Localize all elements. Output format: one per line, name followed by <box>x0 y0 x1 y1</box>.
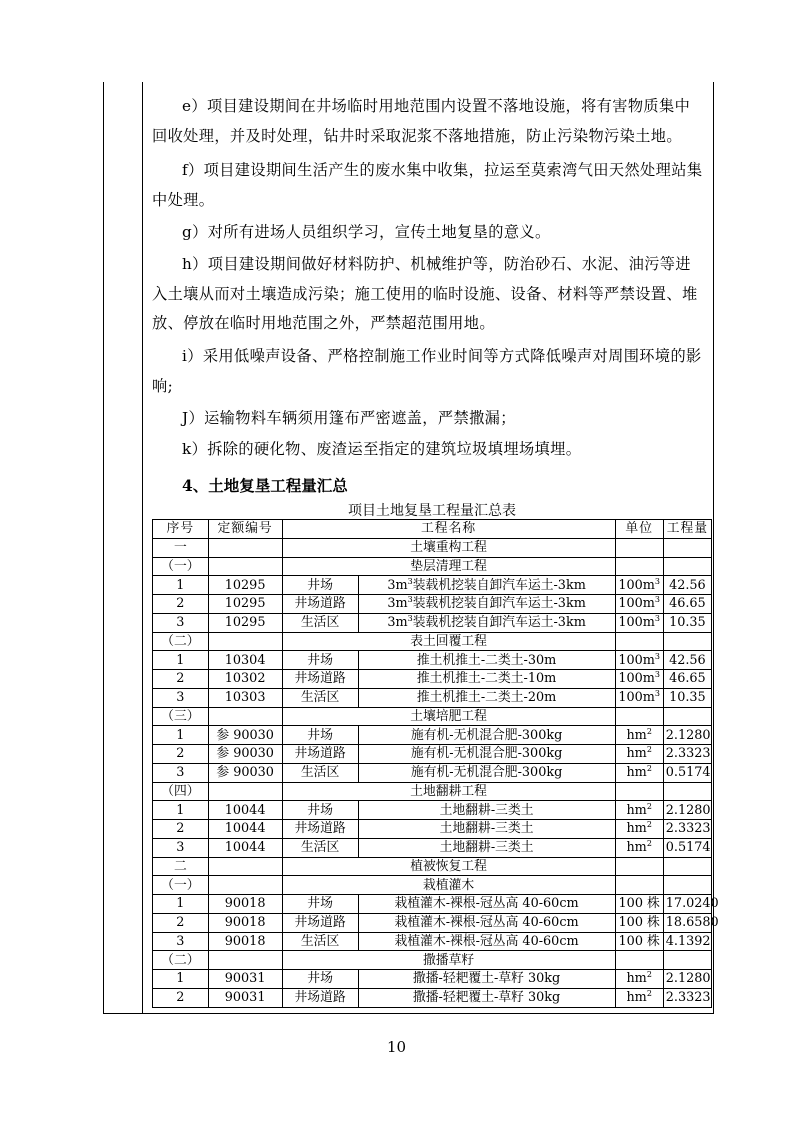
row-code <box>208 782 282 801</box>
row-work-name <box>358 763 615 782</box>
row-code <box>208 857 282 876</box>
item-row <box>153 726 712 745</box>
row-work-name <box>358 613 615 632</box>
paragraph-f: f）项目建设期间生活产生的废水集中收集，拉运至莫索湾气田天然处理站集中处理。 <box>152 161 703 209</box>
header-unit: 单位 <box>615 520 663 539</box>
row-code: 90018 <box>208 932 282 951</box>
row-qty: 42.56 <box>663 651 711 670</box>
row-title: 土壤培肥工程 <box>282 707 615 726</box>
unit-exponent: 2 <box>646 820 652 830</box>
row-unit <box>615 763 663 782</box>
row-site: 井场 <box>282 576 358 595</box>
unit-exponent: 3 <box>654 614 661 624</box>
unit-text: 100m <box>618 690 655 706</box>
item-row <box>153 763 712 782</box>
row-site: 井场道路 <box>282 988 358 1007</box>
row-work-name <box>358 913 615 932</box>
row-work-name <box>358 726 615 745</box>
row-work-name <box>358 820 615 839</box>
row-qty <box>663 782 711 801</box>
header-seq: 序号 <box>153 520 209 539</box>
unit-text: hm <box>626 971 647 987</box>
unit-text: 100 株 <box>618 896 660 912</box>
row-code: 90031 <box>208 988 282 1007</box>
header-qty: 工程量 <box>663 520 711 539</box>
row-title: 土地翻耕工程 <box>282 782 615 801</box>
row-unit <box>615 538 663 557</box>
row-code: 10044 <box>208 838 282 857</box>
row-work-name <box>358 988 615 1007</box>
item-row <box>153 651 712 670</box>
row-work-name <box>358 932 615 951</box>
row-unit <box>615 970 663 989</box>
row-code <box>208 951 282 970</box>
item-row <box>153 913 712 932</box>
row-work-name <box>358 970 615 989</box>
row-unit <box>615 876 663 895</box>
row-unit <box>615 801 663 820</box>
work-name-text: 撒播-轻耙覆土-草籽 30kg <box>412 971 561 987</box>
unit-text: hm <box>626 821 647 837</box>
work-name-tail: 装载机挖装自卸汽车运土-3km <box>412 615 586 631</box>
row-seq: 1 <box>153 576 209 595</box>
row-qty <box>663 632 711 651</box>
unit-exponent: 3 <box>654 651 661 661</box>
work-name-text: 栽植灌木-裸根-冠丛高 40-60cm <box>394 915 579 931</box>
row-seq: 1 <box>153 651 209 670</box>
unit-exponent: 2 <box>646 726 652 736</box>
row-unit <box>615 726 663 745</box>
unit-text: hm <box>626 840 647 856</box>
table-body <box>153 538 719 1007</box>
row-site: 井场 <box>282 801 358 820</box>
row-code: 10303 <box>208 688 282 707</box>
row-qty: 0.5174 <box>663 838 711 857</box>
row-qty: 46.65 <box>663 670 711 689</box>
header-name: 工程名称 <box>282 520 615 539</box>
work-name-text: 栽植灌木-裸根-冠丛高 40-60cm <box>394 896 579 912</box>
unit-text: hm <box>626 746 647 762</box>
row-seq: 二 <box>153 857 209 876</box>
reclamation-works-table <box>152 519 719 1008</box>
row-code: 10295 <box>208 613 282 632</box>
row-work-name <box>358 670 615 689</box>
row-site: 生活区 <box>282 838 358 857</box>
row-seq: 2 <box>153 820 209 839</box>
paragraph-j: J）运输物料车辆须用篷布严密遮盖，严禁撒漏； <box>182 409 516 427</box>
row-qty: 2.3323 <box>663 988 711 1007</box>
row-code: 参 90030 <box>208 745 282 764</box>
row-work-name <box>358 576 615 595</box>
row-code <box>208 538 282 557</box>
work-name-text: 施有机-无机混合肥-300kg <box>410 727 563 743</box>
row-work-name <box>358 838 615 857</box>
row-seq: 3 <box>153 763 209 782</box>
table-caption: 项目土地复垦工程量汇总表 <box>348 503 516 519</box>
item-row <box>153 745 712 764</box>
item-row <box>153 688 712 707</box>
row-code <box>208 632 282 651</box>
paragraph-k: k）拆除的硬化物、废渣运至指定的建筑垃圾填埋场填埋。 <box>182 440 582 458</box>
group-row <box>153 876 712 895</box>
work-name-text: 土地翻耕-三类土 <box>439 821 534 837</box>
work-name-text: 推土机推土-二类土-20m <box>416 690 557 706</box>
row-qty <box>663 876 711 895</box>
row-site: 井场 <box>282 895 358 914</box>
row-site: 生活区 <box>282 763 358 782</box>
work-name-text: 施有机-无机混合肥-300kg <box>410 765 563 781</box>
row-code: 10295 <box>208 576 282 595</box>
row-seq: 3 <box>153 932 209 951</box>
row-seq: （二） <box>153 632 209 651</box>
unit-text: 100m <box>618 615 655 631</box>
row-site: 生活区 <box>282 932 358 951</box>
unit-text: hm <box>626 802 647 818</box>
row-code <box>208 707 282 726</box>
work-name-text: 推土机推土-二类土-30m <box>416 652 557 668</box>
item-row <box>153 670 712 689</box>
row-qty: 2.1280 <box>663 726 711 745</box>
row-unit <box>615 932 663 951</box>
work-name-text: 土地翻耕-三类土 <box>439 802 534 818</box>
unit-text: 100m <box>618 596 655 612</box>
row-unit <box>615 613 663 632</box>
page-number: 10 <box>386 1038 407 1056</box>
row-seq: （二） <box>153 951 209 970</box>
row-seq: 2 <box>153 745 209 764</box>
row-qty <box>663 557 711 576</box>
row-work-name <box>358 651 615 670</box>
row-qty: 46.65 <box>663 595 711 614</box>
row-title: 垫层清理工程 <box>282 557 615 576</box>
item-row <box>153 988 712 1007</box>
row-unit <box>615 651 663 670</box>
row-title: 栽植灌木 <box>282 876 615 895</box>
row-qty <box>663 951 711 970</box>
row-code: 参 90030 <box>208 726 282 745</box>
unit-exponent: 3 <box>654 670 661 680</box>
row-code: 90018 <box>208 913 282 932</box>
unit-exponent: 2 <box>646 764 652 774</box>
unit-text: 100 株 <box>618 933 660 949</box>
unit-exponent: 2 <box>646 745 652 755</box>
unit-exponent: 2 <box>646 989 652 999</box>
row-code: 10302 <box>208 670 282 689</box>
row-seq: 1 <box>153 970 209 989</box>
row-unit <box>615 688 663 707</box>
work-name-sup: 3 <box>407 576 413 586</box>
group-row <box>153 632 712 651</box>
row-qty: 18.6580 <box>663 913 711 932</box>
unit-text: hm <box>626 990 647 1006</box>
row-code: 10295 <box>208 595 282 614</box>
row-work-name <box>358 688 615 707</box>
unit-exponent: 3 <box>654 689 661 699</box>
group-row <box>153 557 712 576</box>
row-qty: 10.35 <box>663 688 711 707</box>
item-row <box>153 576 712 595</box>
row-code <box>208 876 282 895</box>
table-header-row <box>153 520 712 539</box>
row-unit <box>615 670 663 689</box>
row-unit <box>615 820 663 839</box>
row-code: 10044 <box>208 801 282 820</box>
row-title: 撒播草籽 <box>282 951 615 970</box>
section-heading: 4、土地复垦工程量汇总 <box>182 476 348 495</box>
row-work-name <box>358 801 615 820</box>
item-row <box>153 820 712 839</box>
row-unit <box>615 913 663 932</box>
row-unit <box>615 838 663 857</box>
row-site: 生活区 <box>282 688 358 707</box>
row-unit <box>615 632 663 651</box>
row-seq: 3 <box>153 838 209 857</box>
row-code: 参 90030 <box>208 763 282 782</box>
row-seq: （一） <box>153 557 209 576</box>
row-code: 10304 <box>208 651 282 670</box>
row-site: 井场 <box>282 726 358 745</box>
row-seq: 2 <box>153 913 209 932</box>
work-name-text: 施有机-无机混合肥-300kg <box>410 746 563 762</box>
work-name-tail: 装载机挖装自卸汽车运土-3km <box>412 577 586 593</box>
unit-exponent: 3 <box>654 576 661 586</box>
group-row <box>153 707 712 726</box>
row-seq: 1 <box>153 801 209 820</box>
paragraph-i: i）采用低噪声设备、严格控制施工作业时间等方式降低噪声对周围环境的影响; <box>152 347 702 395</box>
row-qty <box>663 857 711 876</box>
row-unit <box>615 895 663 914</box>
item-row <box>153 613 712 632</box>
row-qty: 42.56 <box>663 576 711 595</box>
unit-text: 100 株 <box>618 915 660 931</box>
work-name-text: 3m <box>387 596 408 612</box>
header-code: 定额编号 <box>208 520 282 539</box>
group-row <box>153 782 712 801</box>
unit-exponent: 2 <box>646 970 652 980</box>
row-seq: 2 <box>153 670 209 689</box>
work-name-text: 推土机推土-二类土-10m <box>416 671 557 687</box>
item-row <box>153 932 712 951</box>
work-name-text: 3m <box>387 577 408 593</box>
row-site: 井场道路 <box>282 745 358 764</box>
work-name-text: 土地翻耕-三类土 <box>439 840 534 856</box>
item-row <box>153 801 712 820</box>
row-unit <box>615 576 663 595</box>
category-row <box>153 538 712 557</box>
row-qty: 2.1280 <box>663 801 711 820</box>
item-row <box>153 970 712 989</box>
row-seq: （三） <box>153 707 209 726</box>
group-row <box>153 951 712 970</box>
work-name-text: 3m <box>387 615 408 631</box>
unit-text: hm <box>626 765 647 781</box>
row-code: 10044 <box>208 820 282 839</box>
row-seq: （四） <box>153 782 209 801</box>
item-row <box>153 595 712 614</box>
row-title: 表土回覆工程 <box>282 632 615 651</box>
unit-exponent: 2 <box>646 801 652 811</box>
row-seq: 2 <box>153 595 209 614</box>
work-name-text: 栽植灌木-裸根-冠丛高 40-60cm <box>394 933 579 949</box>
row-work-name <box>358 595 615 614</box>
row-title: 土壤重构工程 <box>282 538 615 557</box>
row-qty <box>663 707 711 726</box>
work-name-sup: 3 <box>407 595 413 605</box>
paragraph-h: h）项目建设期间做好材料防护、机械维护等，防治砂石、水泥、油污等进入土壤从而对土壤造成污染；施工使用的临时设施、设备、材料等严禁设置、堆放、停放在临时用地范围之外，严禁超范围用地。 <box>152 255 698 332</box>
row-site: 井场 <box>282 970 358 989</box>
work-name-tail: 装载机挖装自卸汽车运土-3km <box>412 596 586 612</box>
unit-text: 100m <box>618 671 655 687</box>
work-name-sup: 3 <box>407 614 413 624</box>
row-seq: 1 <box>153 726 209 745</box>
item-row <box>153 838 712 857</box>
unit-exponent: 3 <box>654 595 661 605</box>
row-site: 井场道路 <box>282 670 358 689</box>
unit-text: 100m <box>618 652 655 668</box>
row-code <box>208 557 282 576</box>
unit-text: hm <box>626 727 647 743</box>
row-qty: 2.1280 <box>663 970 711 989</box>
row-unit <box>615 951 663 970</box>
row-seq: 一 <box>153 538 209 557</box>
row-seq: 2 <box>153 988 209 1007</box>
frame-divider <box>142 82 143 1013</box>
row-seq: 3 <box>153 688 209 707</box>
row-seq: 3 <box>153 613 209 632</box>
item-row <box>153 895 712 914</box>
category-row <box>153 857 712 876</box>
row-code: 90018 <box>208 895 282 914</box>
work-name-text: 撒播-轻耙覆土-草籽 30kg <box>412 990 561 1006</box>
row-site: 井场 <box>282 651 358 670</box>
row-unit <box>615 782 663 801</box>
paragraph-g: g）对所有进场人员组织学习，宣传土地复垦的意义。 <box>182 223 551 241</box>
row-seq: （一） <box>153 876 209 895</box>
row-qty: 10.35 <box>663 613 711 632</box>
row-unit <box>615 595 663 614</box>
unit-text: 100m <box>618 577 655 593</box>
row-work-name <box>358 895 615 914</box>
row-code: 90031 <box>208 970 282 989</box>
row-site: 生活区 <box>282 613 358 632</box>
row-qty: 0.5174 <box>663 763 711 782</box>
row-unit <box>615 707 663 726</box>
row-site: 井场道路 <box>282 913 358 932</box>
row-unit <box>615 988 663 1007</box>
row-qty: 17.0240 <box>663 895 711 914</box>
row-title: 植被恢复工程 <box>282 857 615 876</box>
unit-exponent: 2 <box>646 839 652 849</box>
row-qty: 2.3323 <box>663 820 711 839</box>
row-unit <box>615 857 663 876</box>
row-qty: 4.1392 <box>663 932 711 951</box>
row-site: 井场道路 <box>282 595 358 614</box>
row-site: 井场道路 <box>282 820 358 839</box>
row-qty: 2.3323 <box>663 745 711 764</box>
row-work-name <box>358 745 615 764</box>
row-unit <box>615 745 663 764</box>
row-qty <box>663 538 711 557</box>
row-unit <box>615 557 663 576</box>
row-seq: 1 <box>153 895 209 914</box>
paragraph-e: e）项目建设期间在井场临时用地范围内设置不落地设施，将有害物质集中回收处理，并及时处理，钻井时采取泥浆不落地措施，防止污染物污染土地。 <box>152 97 691 145</box>
